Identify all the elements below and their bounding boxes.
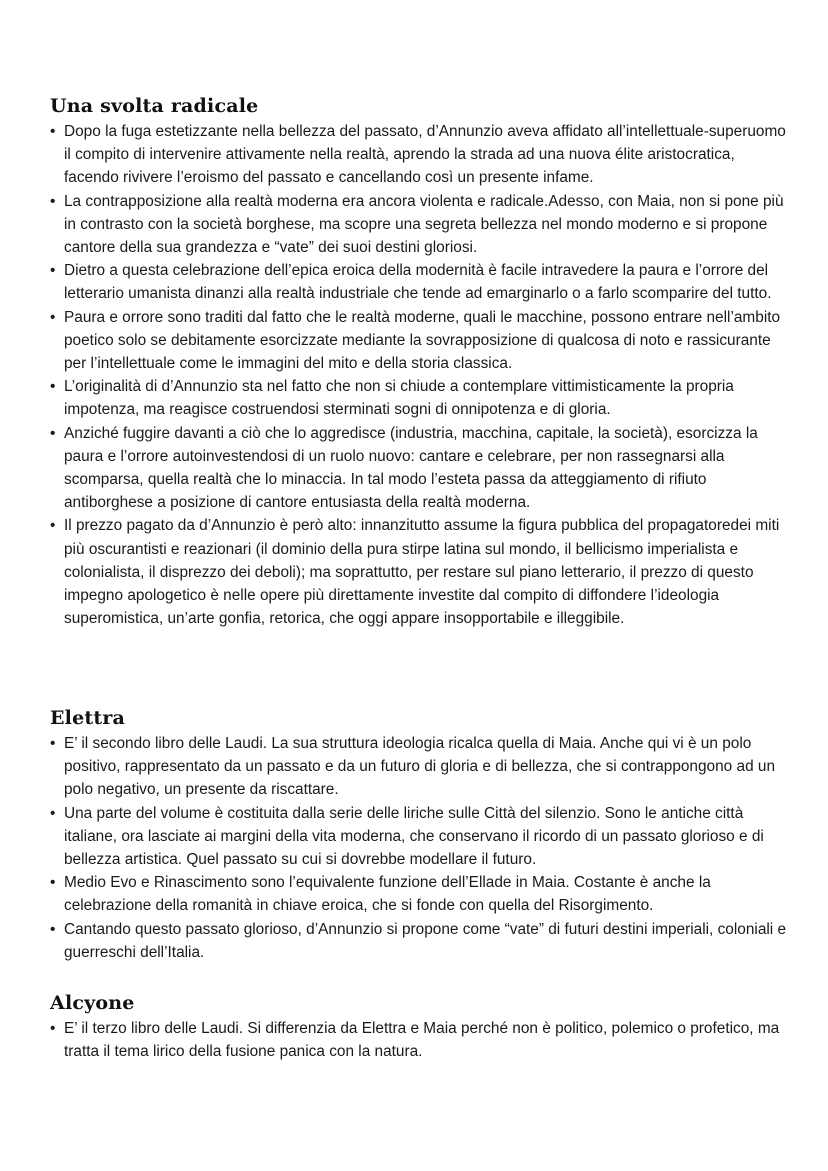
list-item-text: E’ il terzo libro delle Laudi. Si differenzia da Elettra e Maia perché non è politico, polemico o profetico, ma tratta il tema lirico della fusione panica con la natura. <box>64 1020 780 1061</box>
list-item <box>50 871 790 917</box>
bullet-list <box>50 732 790 964</box>
bullet-icon: • <box>50 735 56 752</box>
bullet-icon: • <box>50 874 56 892</box>
bullet-icon: • <box>50 262 56 280</box>
list-item <box>50 120 790 190</box>
list-item <box>50 259 790 305</box>
list-item-text: Dietro a questa celebrazione dell’epica eroica della modernità è facile intravedere la paura e l’orrore del letterario umanista dinanzi alla realtà industriale che tende ad emarginarlo o a farlo scomparire del tutto. <box>64 262 772 303</box>
section-heading: Una svolta radicale <box>50 95 259 117</box>
section-una-svolta-radicale <box>50 94 790 630</box>
bullet-icon: • <box>50 1020 56 1037</box>
list-item <box>50 802 790 872</box>
list-item <box>50 514 790 630</box>
section-heading: Alcyone <box>50 992 135 1014</box>
bullet-list <box>50 1017 790 1063</box>
list-item-text: Medio Evo e Rinascimento sono l’equivalente funzione dell’Ellade in Maia. Costante è anche la celebrazione della romanità in chiave eroica, che si fonde con quella del Risorgimento. <box>64 874 711 915</box>
bullet-icon: • <box>50 378 56 396</box>
list-item-text: Cantando questo passato glorioso, d’Annunzio si propone come “vate” di futuri destini imperiali, coloniali e guerreschi dell’Italia. <box>64 920 787 961</box>
list-item <box>50 732 790 802</box>
list-item-text: Dopo la fuga estetizzante nella bellezza del passato, d’Annunzio aveva affidato all’intellettuale-superuomo il compito di intervenire attivamente nella realtà, aprendo la strada ad una nuova élite aristocratica, facendo rivivere l’eroismo del passato e cancellando così un presente infame. <box>64 123 786 187</box>
list-item-text: Paura e orrore sono traditi dal fatto che le realtà moderne, quali le macchine, possono entrare nell’ambito poetico solo se debitamente esorcizzate mediante la sovrapposizione di qualcosa di noto e rassicurante per l’intellettuale come le immagini del mito e della storia classica. <box>64 308 781 373</box>
bullet-icon: • <box>50 308 56 326</box>
bullet-icon: • <box>50 424 56 442</box>
list-item <box>50 306 790 376</box>
list-item-text: L’originalità di d’Annunzio sta nel fatto che non si chiude a contemplare vittimisticamente la propria impotenza, ma reagisce costruendosi sterminati sogni di onnipotenza e di gloria. <box>64 378 734 419</box>
list-item <box>50 190 790 260</box>
list-item <box>50 375 790 421</box>
bullet-icon: • <box>50 123 56 140</box>
list-item-text: E’ il secondo libro delle Laudi. La sua struttura ideologia ricalca quella di Maia. Anche qui vi è un polo positivo, rappresentato da un passato e da un futuro di gloria e di bellezza, che si contrappongono ad un polo negativo, un presente da riscattare. <box>64 735 776 799</box>
list-item-text: Anziché fuggire davanti a ciò che lo aggredisce (industria, macchina, capitale, la società), esorcizza la paura e l’orrore autoinvestendosi di un ruolo nuovo: cantare e celebrare, per non rassegnarsi alla scomparsa, quella realtà che lo minaccia. In tal modo l’esteta passa da atteggiamento di rifiuto antiborghese a posizione di cantore entusiasta della realtà moderna. <box>64 424 758 512</box>
bullet-icon: • <box>50 192 56 210</box>
bullet-icon: • <box>50 920 56 938</box>
list-item <box>50 422 790 515</box>
list-item-text: Il prezzo pagato da d’Annunzio è però alto: innanzitutto assume la figura pubblica del propagatoredei miti più oscurantisti e reazionari (il dominio della pura stirpe latina sul mondo, il bellicismo imperialista e colonialista, il disprezzo dei deboli); ma soprattutto, per restare sul piano letterario, il prezzo di questo impegno apologetico è nelle opere più direttamente investite dal compito di diffondere l’ideologia superomistica, un’arte gonfia, retorica, che oggi appare insopportabile e illeggibile. <box>64 517 780 628</box>
list-item <box>50 1017 790 1063</box>
bullet-icon: • <box>50 517 56 535</box>
bullet-list <box>50 120 790 630</box>
list-item-text: Una parte del volume è costituita dalla serie delle liriche sulle Città del silenzio. Sono le antiche città italiane, ora lasciate ai margini della vita moderna, che conservano il ricordo di un passato glorioso e di bellezza artistica. Quel passato su cui si dovrebbe modellare il futuro. <box>64 804 764 869</box>
list-item-text: La contrapposizione alla realtà moderna era ancora violenta e radicale.Adesso, con Maia, non si pone più in contrasto con la società borghese, ma scopre una segreta bellezza nel mondo moderno e si propone cantore della sua grandezza e “vate” dei suoi destini gloriosi. <box>64 192 784 257</box>
section-elettra <box>50 706 790 964</box>
section-heading: Elettra <box>50 707 126 729</box>
list-item <box>50 918 790 964</box>
bullet-icon: • <box>50 804 56 822</box>
section-alcyone <box>50 991 790 1063</box>
